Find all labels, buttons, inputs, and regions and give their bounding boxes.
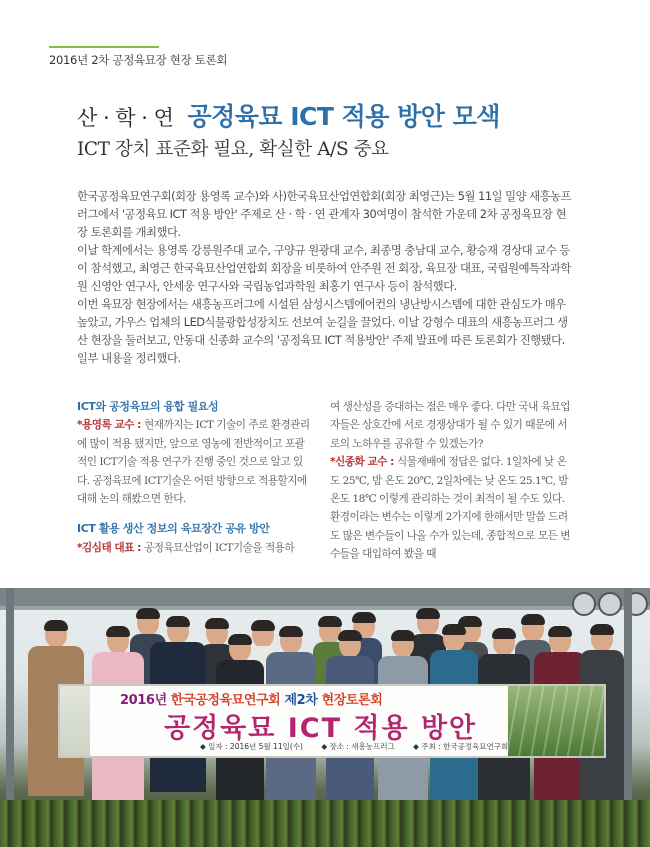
left-column	[77, 398, 312, 557]
banner-graphic	[60, 686, 90, 756]
title-prefix: 산 · 학 · 연	[77, 106, 174, 130]
banner-year: 2016년	[120, 693, 167, 708]
body-paragraph	[330, 453, 576, 563]
intro-paragraph: 이번 육묘장 현장에서는 새흥농프러그에 시설된 삼성시스템에어컨의 냉난방시스템에 대한 관심도가 매우 높았고, 가우스 업체의 LED식물광합성장치도 선보여 눈길을 끌었다. 이날 강형수 대표의 새흥농프러그 생산 현장을 둘러보고, 안동대 신종화 교수의 '공정육묘 ICT 적용방안' 주제 발표에 따른 토론회가 진행됐다. 일부 내용을 정리했다.	[77, 298, 568, 365]
speaker-label: *김심태 대표 :	[77, 541, 145, 554]
banner-main-title: 공정육묘 ICT 적용 방안	[164, 713, 478, 744]
greenhouse-roof-edge	[0, 606, 650, 610]
title-main: 공정육묘 ICT 적용 방안 모색	[187, 102, 500, 131]
paragraph-text: 공정육묘산업이 ICT기술을 적용하	[144, 541, 295, 554]
intro-paragraph: 이날 학계에서는 용영록 강릉원주대 교수, 구양규 원광대 교수, 최종명 충남대 교수, 황승재 경상대 교수 등이 참석했고, 최영근 한국육묘산업연합회 회장을 비롯하여 안주원 전 회장, 육묘장 대표, 국립원예특작과학원 신영안 연구사, 안세웅 연구사와 국립농업과학원 최홍기 연구사 등이 참석했다.	[77, 244, 571, 293]
right-column	[330, 398, 576, 564]
body-paragraph	[77, 539, 312, 557]
section-heading: ICT와 공정육묘의 융합 필요성	[77, 400, 219, 413]
speaker-label: *용영록 교수 :	[77, 419, 145, 432]
speaker-label: *신종화 교수 :	[330, 456, 398, 469]
group-photo	[0, 588, 650, 847]
banner-round: 제2차	[284, 693, 318, 708]
article-subtitle: ICT 장치 표준화 필요, 확실한 A/S 중요	[77, 139, 389, 160]
banner-host: ◆ 주최 : 한국공정육묘연구회	[413, 742, 509, 751]
header-rule	[49, 46, 159, 48]
article-title	[77, 97, 500, 133]
banner-field-image	[508, 686, 604, 756]
paragraph-text: 식물재배에 정답은 없다. 1일차에 낮 온도 25℃, 밤 온도 20℃, 2일차에는 낮 온도 25.1℃, 밤 온도 18℃ 이렇게 관리하는 것이 최적이 될 수도 있다. 환경이라는 변수는 이렇게 2가지에 한해서만 말씀 드려도 많은 변수들이 나올 수가 있는데, 종합적으로 모든 변수들을 대입하여 봤을 때	[330, 456, 570, 561]
greenhouse-roof	[0, 588, 650, 606]
banner-org: 한국공정육묘연구회	[170, 693, 281, 708]
fan-icon	[598, 592, 622, 616]
fan-icon	[572, 592, 596, 616]
event-banner	[58, 684, 606, 758]
intro-text	[77, 188, 574, 368]
section-heading: ICT 활용 생산 정보의 육묘장간 공유 방안	[77, 522, 270, 536]
banner-event: 현장토론회	[321, 693, 383, 708]
paragraph-text: 현재까지는 ICT 기술이 주로 환경관리에 많이 적용 됐지만, 앞으로 영농에 전반적이고 포괄적인 ICT기술 적용 연구가 진행 중인 것으로 알고 있다. 공정육묘에 ICT기술은 어떤 방향으로 적용할지에 대해 논의 해봤으면 한다.	[77, 419, 310, 506]
body-paragraph	[77, 416, 312, 508]
banner-date: ◆ 일자 : 2016년 5월 11일(수)	[200, 742, 303, 751]
running-head: 2016년 2차 공정육묘장 현장 토론회	[49, 53, 228, 67]
banner-info	[200, 741, 524, 752]
banner-place: ◆ 장소 : 새흥농프러그	[321, 742, 395, 751]
intro-paragraph: 한국공정육묘연구회(회장 용영록 교수)와 사)한국육묘산업연합회(회장 최영근)는 5월 11일 밀양 새흥농프러그에서 '공정육묘 ICT 적용 방안' 주제로 산 · 학 · 연 관계자 30여명이 참석한 가운데 2차 공정육묘장 현장 토론회를 개최했다.	[77, 190, 572, 239]
body-paragraph: 여 생산성을 증대하는 점은 매우 좋다. 다만 국내 육묘업자들은 상호간에 서로 경쟁상대가 될 수 있기 때문에 서로의 노하우를 공유할 수 있겠는가?	[330, 401, 570, 450]
seedling-beds	[0, 800, 650, 847]
